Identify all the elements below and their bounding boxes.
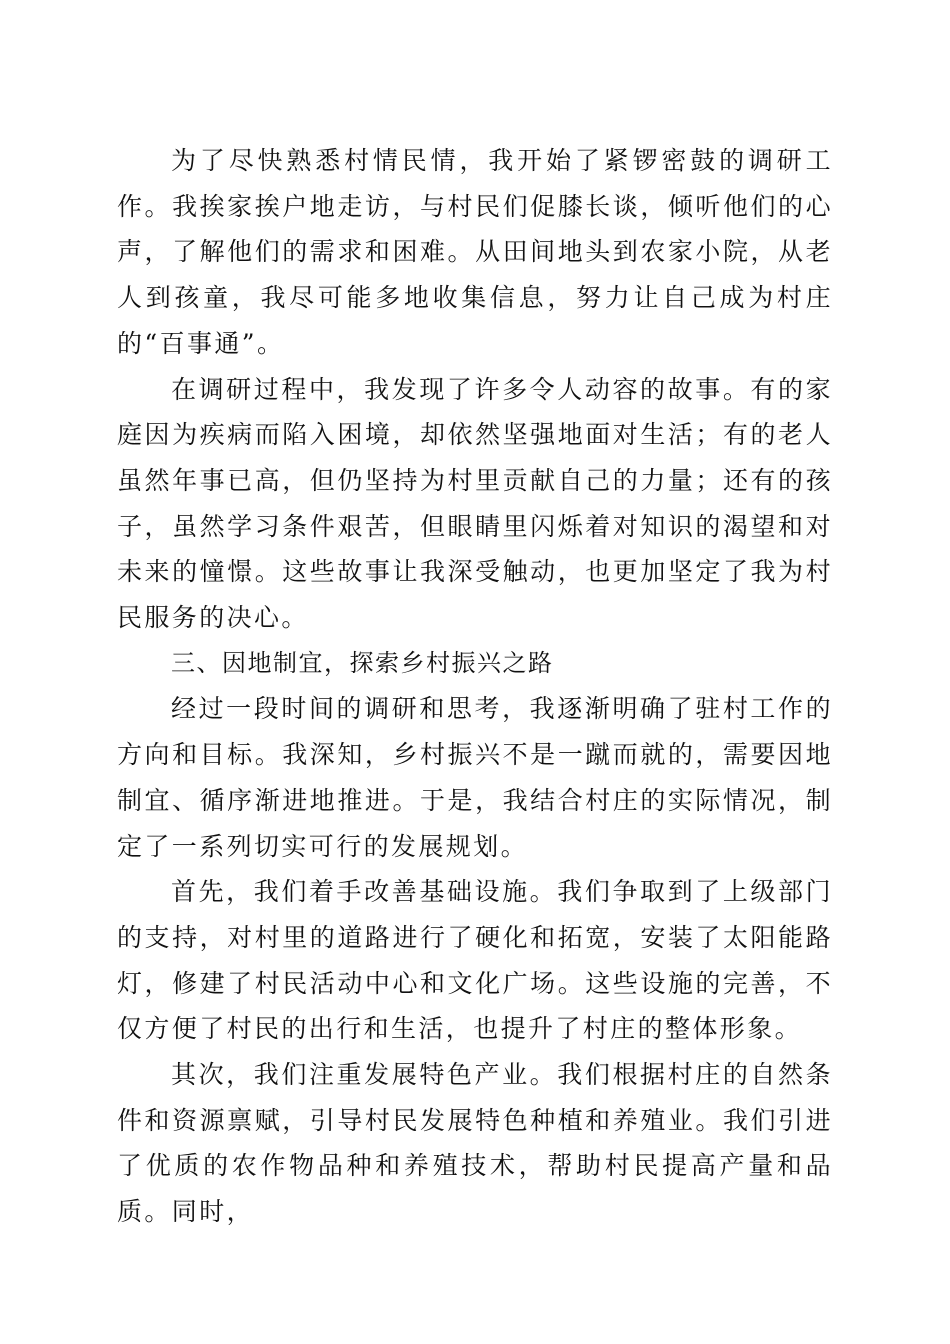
paragraph-infrastructure: 首先，我们着手改善基础设施。我们争取到了上级部门的支持，对村里的道路进行了硬化和拓宽，安装了太阳能路灯，修建了村民活动中心和文化广场。这些设施的完善，不仅方便了村民的出行和生活，也提升了村庄的整体形象。 [117, 877, 833, 1044]
paragraph-work-direction: 经过一段时间的调研和思考，我逐渐明确了驻村工作的方向和目标。我深知，乡村振兴不是一蹴而就的，需要因地制宜、循序渐进地推进。于是，我结合村庄的实际情况，制定了一系列切实可行的发展规划。 [117, 694, 833, 861]
paragraph-moving-stories: 在调研过程中，我发现了许多令人动容的故事。有的家庭因为疾病而陷入困境，却依然坚强地面对生活；有的老人虽然年事已高，但仍坚持为村里贡献自己的力量；还有的孩子，虽然学习条件艰苦，但眼睛里闪烁着对知识的渴望和对未来的憧憬。这些故事让我深受触动，也更加坚定了我为村民服务的决心。 [117, 374, 833, 633]
paragraph-special-industry: 其次，我们注重发展特色产业。我们根据村庄的自然条件和资源禀赋，引导村民发展特色种植和养殖业。我们引进了优质的农作物品种和养殖技术，帮助村民提高产量和品质。同时， [117, 1060, 833, 1227]
section-heading: 三、因地制宜，探索乡村振兴之路 [171, 648, 554, 677]
body-text [117, 138, 833, 1235]
paragraph-survey-work: 为了尽快熟悉村情民情，我开始了紧锣密鼓的调研工作。我挨家挨户地走访，与村民们促膝长谈，倾听他们的心声，了解他们的需求和困难。从田间地头到农家小院，从老人到孩童，我尽可能多地收集信息，努力让自己成为村庄的“百事通”。 [117, 146, 833, 358]
